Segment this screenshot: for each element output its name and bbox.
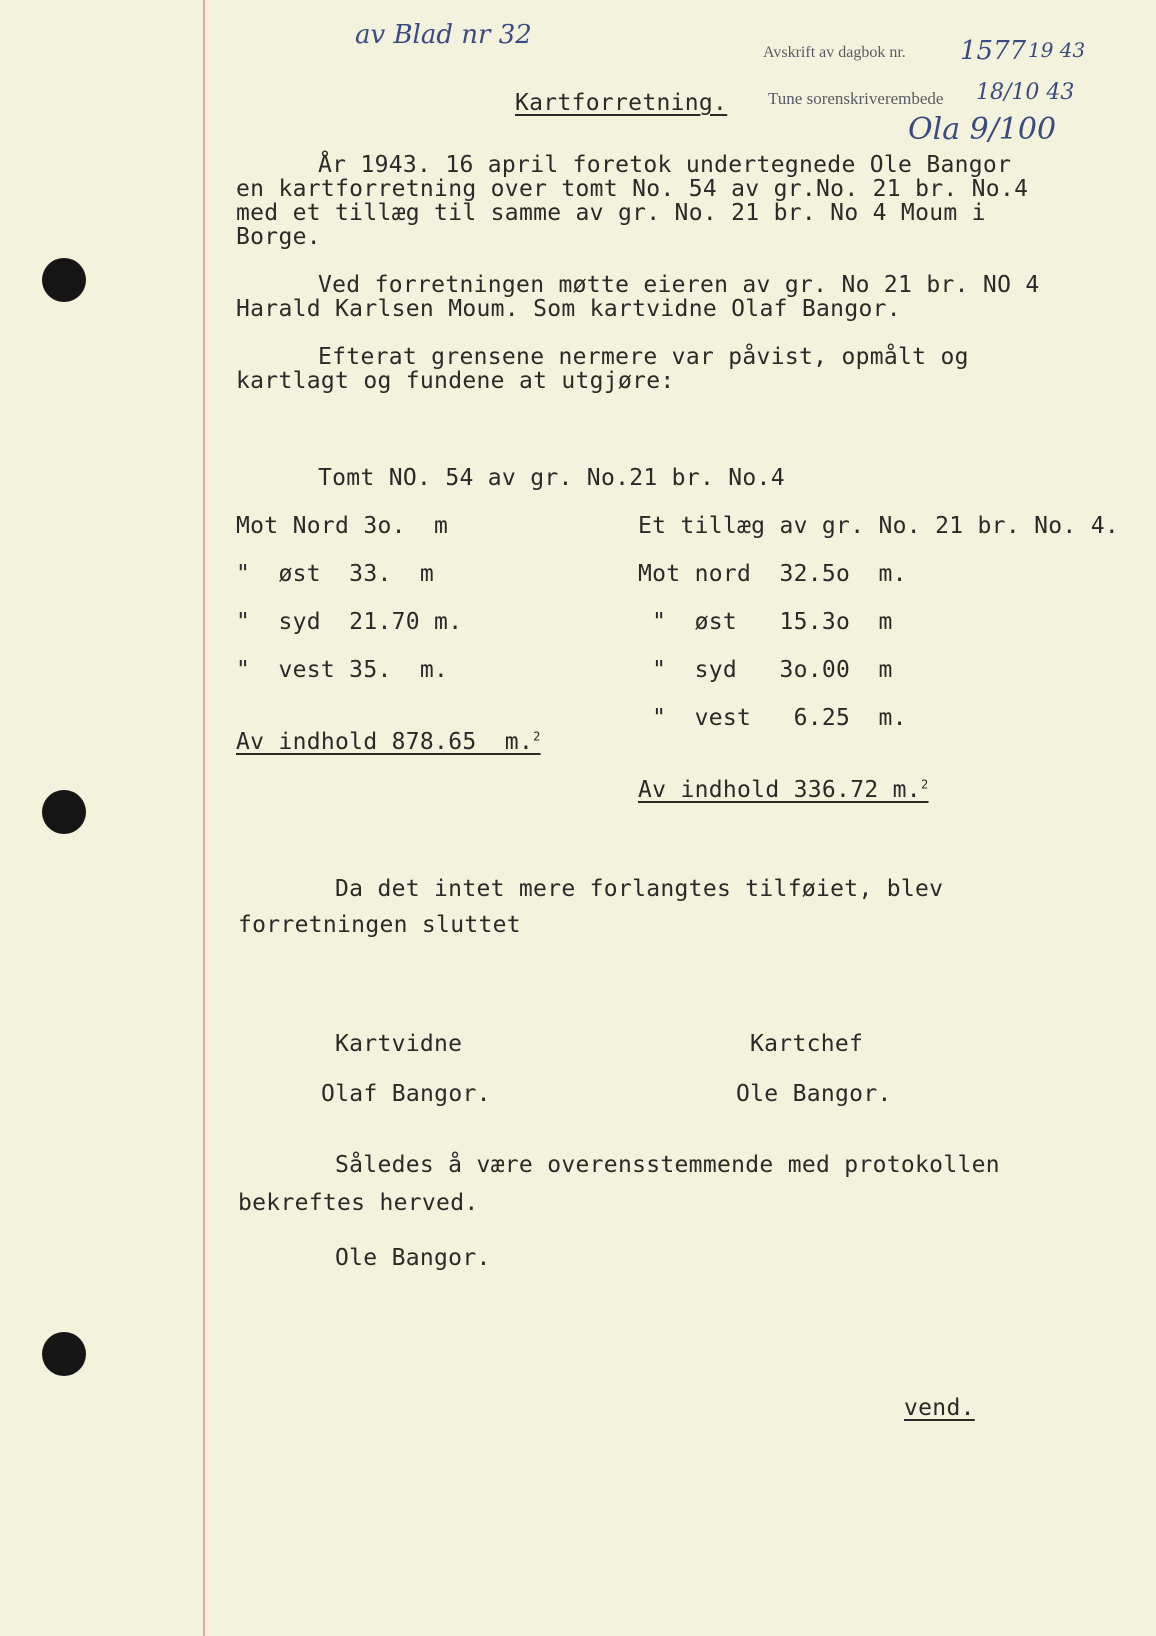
left-row-4: " vest 35. m. <box>236 657 449 683</box>
attendance-line-2: Harald Karlsen Moum. Som kartvidne Olaf Bangor. <box>236 296 901 322</box>
closing-line-2: forretningen sluttet <box>238 912 521 938</box>
right-row-3: " syd 3o.00 m <box>638 657 893 683</box>
right-total-sup: 2 <box>920 777 929 792</box>
sign-right-name: Ole Bangor. <box>736 1081 892 1107</box>
right-row-2: " øst 15.3o m <box>638 609 893 635</box>
right-total <box>638 777 928 803</box>
left-row-1: Mot Nord 3o. m <box>236 513 449 539</box>
margin-note: av Blad nr 32 <box>355 20 532 50</box>
closing-line-1: Da det intet mere forlangtes tilføiet, blev <box>335 876 944 902</box>
punch-hole-top <box>42 258 86 302</box>
right-row-1: Mot nord 32.5o m. <box>638 561 907 587</box>
tomt-heading: Tomt NO. 54 av gr. No.21 br. No.4 <box>318 465 785 491</box>
left-total-sup: 2 <box>533 729 541 744</box>
stamp-initials: Ola 9/100 <box>908 112 1057 147</box>
margin-line <box>203 0 205 1636</box>
turn-over-note: vend. <box>904 1395 975 1421</box>
boundaries-line-2: kartlagt og fundene at utgjøre: <box>236 368 675 394</box>
stamp-line-1: Avskrift av dagbok nr. <box>763 44 906 61</box>
stamp-year: 19 43 <box>1028 38 1086 62</box>
stamp-date: 18/10 43 <box>976 80 1075 105</box>
right-total-text: Av indhold 336.72 m. <box>638 777 921 803</box>
left-total <box>236 729 541 755</box>
attendance-line-1: Ved forretningen møtte eieren av gr. No 21 br. NO 4 <box>318 272 1040 298</box>
right-row-4: " vest 6.25 m. <box>638 705 907 731</box>
right-heading: Et tillæg av gr. No. 21 br. No. 4. <box>638 513 1120 539</box>
confirm-line-1: Således å være overensstemmende med protokollen <box>335 1152 1000 1178</box>
boundaries-line-1: Efterat grensene nermere var påvist, opmålt og <box>318 344 969 370</box>
punch-hole-middle <box>42 790 86 834</box>
sign-right-title: Kartchef <box>750 1031 864 1057</box>
left-total-text: Av indhold 878.65 m. <box>236 729 534 755</box>
punch-hole-bottom <box>42 1332 86 1376</box>
sign-left-name: Olaf Bangor. <box>321 1081 491 1107</box>
intro-line-3: med et tillæg til samme av gr. No. 21 br. No 4 Moum i <box>236 200 986 226</box>
confirm-line-2: bekreftes herved. <box>238 1190 479 1216</box>
stamp-number: 1577 <box>960 36 1027 66</box>
left-row-3: " syd 21.70 m. <box>236 609 463 635</box>
document-title: Kartforretning. <box>515 90 728 116</box>
intro-line-1: År 1943. 16 april foretok undertegnede Ole Bangor <box>318 152 1012 178</box>
sign-left-title: Kartvidne <box>335 1031 463 1057</box>
left-row-2: " øst 33. m <box>236 561 435 587</box>
intro-line-4: Borge. <box>236 224 321 250</box>
confirm-signature: Ole Bangor. <box>335 1245 491 1271</box>
intro-line-2: en kartforretning over tomt No. 54 av gr.No. 21 br. No.4 <box>236 176 1029 202</box>
stamp-line-2: Tune sorenskriverembede <box>768 89 944 108</box>
